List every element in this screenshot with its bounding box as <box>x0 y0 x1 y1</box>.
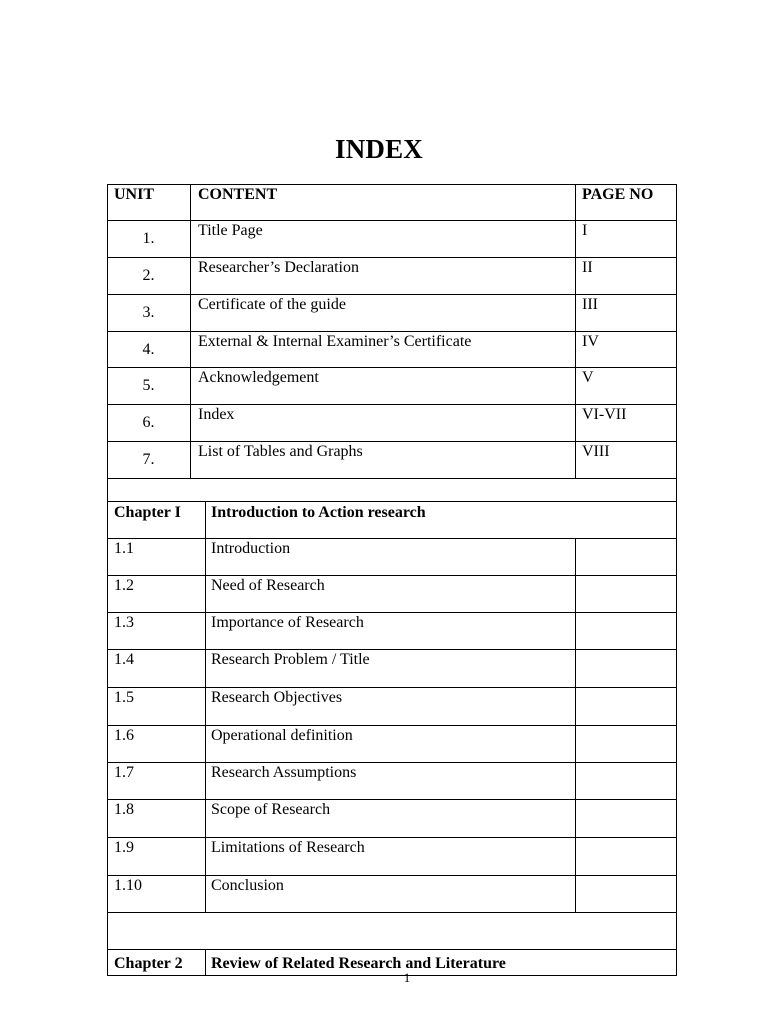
table-rule <box>107 404 677 405</box>
table-rule <box>107 799 677 800</box>
table-rule <box>107 478 108 501</box>
table-rule <box>575 184 576 478</box>
table-rule <box>575 538 576 912</box>
table-rule <box>676 184 677 478</box>
unit-number: 4. <box>142 341 155 358</box>
table-rule <box>190 184 191 478</box>
table-rule <box>107 538 677 539</box>
table-rule <box>107 367 677 368</box>
table-rule <box>107 501 108 912</box>
content-entry: Certificate of the guide <box>198 296 346 313</box>
section-title: Operational definition <box>211 727 353 744</box>
column-header-unit: UNIT <box>114 186 155 203</box>
unit-number: 6. <box>142 414 155 431</box>
table-rule <box>107 441 677 442</box>
table-rule <box>676 912 677 975</box>
unit-number: 2. <box>142 267 155 284</box>
table-rule <box>107 687 677 688</box>
section-title: Scope of Research <box>211 801 331 818</box>
table-rule <box>107 912 108 975</box>
section-number: 1.9 <box>114 839 134 856</box>
page-number: 1 <box>403 970 411 985</box>
page-reference: IV <box>582 333 599 350</box>
table-rule <box>107 612 677 613</box>
page-reference: I <box>582 222 588 239</box>
section-number: 1.8 <box>114 801 134 818</box>
content-entry: Index <box>198 406 235 423</box>
table-rule <box>107 501 677 502</box>
chapter-label: Chapter 2 <box>114 955 183 972</box>
table-rule <box>107 331 677 332</box>
section-title: Conclusion <box>211 877 284 894</box>
table-rule <box>107 294 677 295</box>
chapter-label: Chapter I <box>114 504 181 521</box>
table-rule <box>107 912 677 913</box>
chapter-title: Introduction to Action research <box>211 504 426 521</box>
content-entry: Acknowledgement <box>198 369 319 386</box>
table-rule <box>107 762 677 763</box>
column-header-content: CONTENT <box>198 186 278 203</box>
unit-number: 5. <box>142 377 155 394</box>
section-title: Research Problem / Title <box>211 651 370 668</box>
table-rule <box>107 184 677 185</box>
section-number: 1.3 <box>114 614 134 631</box>
section-title: Need of Research <box>211 577 325 594</box>
table-rule <box>205 501 206 912</box>
table-rule <box>107 478 677 479</box>
page-reference: V <box>582 369 594 386</box>
content-entry: Researcher’s Declaration <box>198 259 359 276</box>
table-rule <box>676 478 677 501</box>
unit-number: 3. <box>142 304 155 321</box>
column-header-page-no: PAGE NO <box>582 186 654 203</box>
page-reference: VI-VII <box>582 406 627 423</box>
section-number: 1.1 <box>114 540 134 557</box>
page-title: INDEX <box>334 134 423 164</box>
page-reference: II <box>582 259 593 276</box>
content-entry: List of Tables and Graphs <box>198 443 363 460</box>
section-number: 1.5 <box>114 689 134 706</box>
section-number: 1.10 <box>114 877 142 894</box>
section-title: Importance of Research <box>211 614 364 631</box>
table-rule <box>676 501 677 912</box>
section-title: Introduction <box>211 540 291 557</box>
unit-number: 7. <box>142 451 155 468</box>
page-reference: III <box>582 296 598 313</box>
table-rule <box>107 649 677 650</box>
table-rule <box>107 949 677 950</box>
table-rule <box>107 725 677 726</box>
content-entry: Title Page <box>198 222 263 239</box>
table-rule <box>107 875 677 876</box>
section-title: Research Assumptions <box>211 764 357 781</box>
section-title: Research Objectives <box>211 689 343 706</box>
section-number: 1.4 <box>114 651 134 668</box>
content-entry: External & Internal Examiner’s Certificate <box>198 333 472 350</box>
table-rule <box>107 184 108 478</box>
chapter-title: Review of Related Research and Literature <box>211 955 506 972</box>
section-title: Limitations of Research <box>211 839 365 856</box>
table-rule <box>107 575 677 576</box>
table-rule <box>107 257 677 258</box>
table-rule <box>107 220 677 221</box>
section-number: 1.2 <box>114 577 134 594</box>
unit-number: 1. <box>142 230 155 247</box>
section-number: 1.6 <box>114 727 134 744</box>
section-number: 1.7 <box>114 764 134 781</box>
table-rule <box>107 837 677 838</box>
page-reference: VIII <box>582 443 610 460</box>
